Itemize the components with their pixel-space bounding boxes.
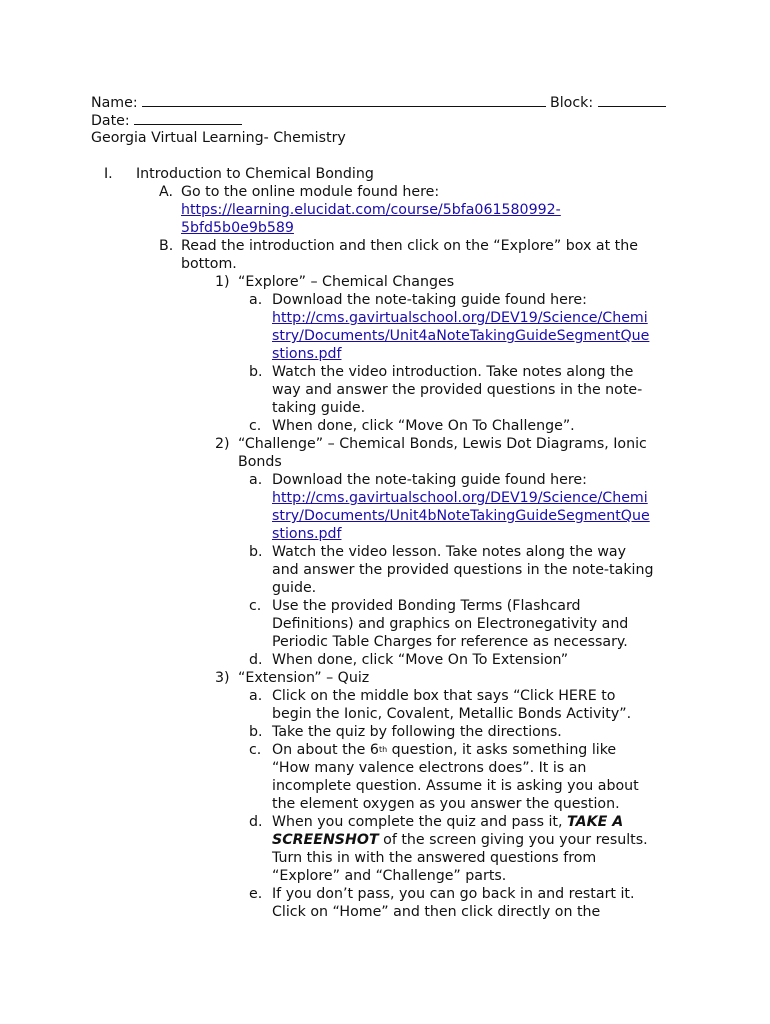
extension-d-pre: When you complete the quiz and pass it, [272, 814, 568, 830]
extension-d-line4: “Explore” and “Challenge” parts. [272, 868, 507, 884]
name-line [91, 93, 546, 112]
course-title: Georgia Virtual Learning- Chemistry [91, 130, 346, 146]
extension-d-emphasis-1: TAKE A [567, 814, 624, 830]
extension-e-line1: If you don’t pass, you can go back in and restart it. [272, 886, 635, 902]
challenge-guide-link-line3[interactable]: stions.pdf [272, 526, 342, 542]
explore-a-marker: a. [249, 292, 263, 308]
extension-d-line1 [272, 813, 623, 831]
explore-c-marker: c. [249, 418, 262, 434]
explore-b-line1: Watch the video introduction. Take notes along the [272, 364, 634, 380]
challenge-a-text: Download the note-taking guide found here: [272, 472, 587, 488]
explore-c-text: When done, click “Move On To Challenge”. [272, 418, 575, 434]
explore-guide-link-line1[interactable]: http://cms.gavirtualschool.org/DEV19/Science/Chemi [272, 310, 648, 326]
extension-c-line2: “How many valence electrons does”. It is an [272, 760, 587, 776]
date-line [91, 111, 242, 130]
extension-a-marker: a. [249, 688, 263, 704]
challenge-title-line1: “Challenge” – Chemical Bonds, Lewis Dot Diagrams, Ionic [238, 436, 647, 452]
extension-e-line2: Click on “Home” and then click directly on the [272, 904, 601, 920]
challenge-a-marker: a. [249, 472, 263, 488]
extension-d-marker: d. [249, 814, 263, 830]
explore-a-text: Download the note-taking guide found here: [272, 292, 587, 308]
item-b-marker: B. [159, 238, 174, 254]
challenge-guide-link-line1[interactable]: http://cms.gavirtualschool.org/DEV19/Science/Chemi [272, 490, 648, 506]
block-line [550, 93, 666, 112]
extension-d-line2 [272, 831, 648, 849]
date-label: Date: [91, 113, 130, 129]
extension-b-marker: b. [249, 724, 263, 740]
extension-b-text: Take the quiz by following the directions. [272, 724, 562, 740]
item-b-line2: bottom. [181, 256, 237, 272]
challenge-c-marker: c. [249, 598, 262, 614]
extension-marker: 3) [215, 670, 230, 686]
explore-guide-link-line3[interactable]: stions.pdf [272, 346, 342, 362]
challenge-title-line2: Bonds [238, 454, 282, 470]
extension-e-marker: e. [249, 886, 263, 902]
extension-c-line4: the element oxygen as you answer the question. [272, 796, 620, 812]
extension-a-line1: Click on the middle box that says “Click HERE to [272, 688, 616, 704]
item-a-marker: A. [159, 184, 173, 200]
extension-c-pre: On about the 6 [272, 742, 379, 758]
section-title: Introduction to Chemical Bonding [136, 166, 374, 182]
extension-title: “Extension” – Quiz [238, 670, 370, 686]
extension-d-post: of the screen giving you your results. [378, 832, 648, 848]
explore-guide-link-line2[interactable]: stry/Documents/Unit4aNoteTakingGuideSegmentQue [272, 328, 650, 344]
challenge-guide-link-line2[interactable]: stry/Documents/Unit4bNoteTakingGuideSegmentQue [272, 508, 650, 524]
extension-d-emphasis-2: SCREENSHOT [272, 832, 379, 848]
challenge-b-line2: and answer the provided questions in the note-taking [272, 562, 654, 578]
extension-a-line2: begin the Ionic, Covalent, Metallic Bonds Activity”. [272, 706, 632, 722]
extension-c-post: question, it asks something like [387, 742, 617, 758]
challenge-b-line1: Watch the video lesson. Take notes along the way [272, 544, 627, 560]
challenge-d-text: When done, click “Move On To Extension” [272, 652, 569, 668]
module-link-line2[interactable]: 5bfd5b0e9b589 [181, 220, 294, 236]
extension-c-line3: incomplete question. Assume it is asking you about [272, 778, 639, 794]
challenge-d-marker: d. [249, 652, 263, 668]
module-link-line1[interactable]: https://learning.elucidat.com/course/5bfa061580992- [181, 202, 561, 218]
explore-b-line2: way and answer the provided questions in the note- [272, 382, 643, 398]
section-numeral: I. [104, 166, 113, 182]
challenge-marker: 2) [215, 436, 230, 452]
extension-c-line1 [272, 741, 616, 759]
date-blank[interactable] [134, 111, 242, 125]
explore-title: “Explore” – Chemical Changes [238, 274, 455, 290]
challenge-c-line2: Definitions) and graphics on Electronegativity and [272, 616, 629, 632]
extension-d-line3: Turn this in with the answered questions from [272, 850, 597, 866]
extension-c-marker: c. [249, 742, 262, 758]
name-blank[interactable] [142, 93, 546, 107]
extension-c-superscript: th [378, 745, 388, 754]
block-label: Block: [550, 95, 594, 111]
challenge-c-line1: Use the provided Bonding Terms (Flashcard [272, 598, 581, 614]
block-blank[interactable] [598, 93, 666, 107]
explore-marker: 1) [215, 274, 230, 290]
challenge-b-line3: guide. [272, 580, 317, 596]
challenge-c-line3: Periodic Table Charges for reference as necessary. [272, 634, 628, 650]
explore-b-marker: b. [249, 364, 263, 380]
item-b-line1: Read the introduction and then click on the “Explore” box at the [181, 238, 638, 254]
challenge-b-marker: b. [249, 544, 263, 560]
name-label: Name: [91, 95, 138, 111]
explore-b-line3: taking guide. [272, 400, 366, 416]
item-a-text: Go to the online module found here: [181, 184, 440, 200]
